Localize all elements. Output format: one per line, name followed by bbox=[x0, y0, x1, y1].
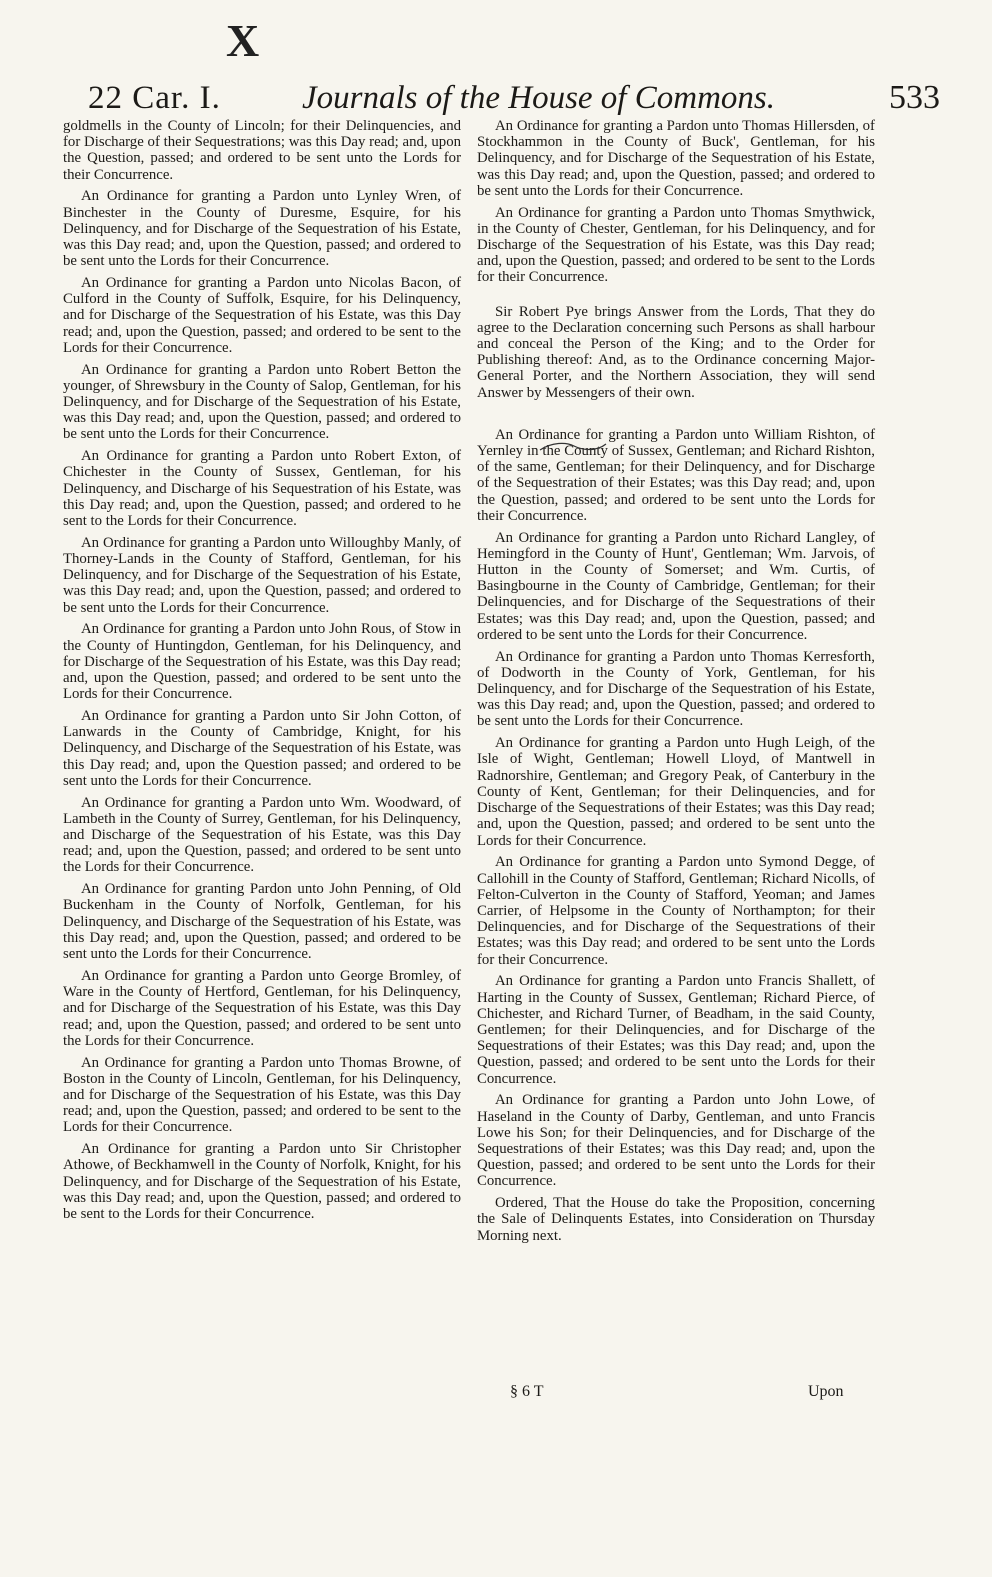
page-number: 533 bbox=[889, 79, 940, 116]
entry-paragraph: An Ordinance for granting a Pardon unto Robert Betton the younger, of Shrewsbury in the County of Salop, Gentleman, for his Delinquency, and for Discharge of the Sequestration of his Estate, was this Day read; and, upon the Question, passed; and ordered to be sent unto the Lords for their Concurrence. bbox=[63, 361, 461, 443]
right-column bbox=[477, 118, 875, 1249]
lords-answer-paragraph: Sir Robert Pye brings Answer from the Lords, That they do agree to the Declaration concerning such Persons as shall harbour and conceal the Person of the King; and to the Order for Publishing thereof: And, as to the Ordinance concerning Major-General Porter, and the Northern Association, they will send Answer by Messengers of their own. bbox=[477, 303, 875, 401]
entry-paragraph: An Ordinance for granting a Pardon unto Thomas Hillersden, of Stockhammon in the County of Buck', Gentleman, for his Delinquency, and for Discharge of the Sequestration of his Estate, was this Day read; and, upon the Question, passed; and ordered to be sent unto the Lords for their Concurrence. bbox=[477, 118, 875, 199]
entry-paragraph: An Ordinance for granting a Pardon unto William Rishton, of Yernley in the County of Sussex, Gentleman; and Richard Rishton, of the same, Gentleman; for their Delinquency, and for Discharge of the Sequestration of their Estates; was this Day read; and, upon the Question, passed; and ordered to be sent unto the Lords for their Concurrence. bbox=[477, 426, 875, 524]
entry-paragraph: An Ordinance for granting Pardon unto John Penning, of Old Buckenham in the County of Norfolk, Gentleman, for his Delinquency, and Discharge of the Sequestration of his Estate, was this Day read; and, upon the Question, passed; and ordered to be sent unto the Lords for their Concurrence. bbox=[63, 881, 461, 963]
entry-paragraph: An Ordinance for granting a Pardon unto John Rous, of Stow in the County of Huntingdon, Gentleman, for his Delinquency, and for Discharge of the Sequestration of his Estate, was this Day read; and, upon the Question, passed; and ordered to be sent unto the Lords for their Concurrence. bbox=[63, 621, 461, 703]
running-head-title: Journals of the House of Commons. bbox=[302, 80, 775, 116]
entry-paragraph: An Ordinance for granting a Pardon unto George Bromley, of Ware in the County of Hertford, Gentleman, for his Delinquency, and for Discharge of the Sequestration of his Estate, was this Day read; and, upon the Question, passed; and ordered to be sent unto the Lords for their Concurrence. bbox=[63, 967, 461, 1049]
entry-paragraph: An Ordinance for granting a Pardon unto Sir Christopher Athowe, of Beckhamwell in the County of Norfolk, Knight, for his Delinquency, and for Discharge of the Sequestration of his Estate, was this Day read; and, upon the Question, passed; and ordered to be sent to the Lords for their Concurrence. bbox=[63, 1141, 461, 1222]
entry-paragraph: An Ordinance for granting a Pardon unto Richard Langley, of Hemingford in the County of Hunt', Gentleman; Wm. Jarvois, of Hutton in the County of Somerset; and Wm. Curtis, of Basingbourne in the County of Cambridge, Gentleman; for their Delinquencies, and for Discharge of the Sequestrations of their Estates; was this Day read; and, upon the Question, passed; and ordered to be sent unto the Lords for their Concurrence. bbox=[477, 529, 875, 643]
entry-paragraph: An Ordinance for granting a Pardon unto Thomas Kerresforth, of Dodworth in the County of York, Gentleman, for his Delinquency, and for Discharge of the Sequestration of his Estate, was this Day read; and, upon the Question, passed; and ordered to be sent unto the Lords for their Concurrence. bbox=[477, 648, 875, 730]
entry-paragraph: An Ordinance for granting a Pardon unto Thomas Browne, of Boston in the County of Lincoln, Gentleman, for his Delinquency, and for Discharge of the Sequestration of his Estate, was this Day read; and, upon the Question, passed; and ordered to be sent to the Lords for their Concurrence. bbox=[63, 1054, 461, 1136]
entry-paragraph: An Ordinance for granting a Pardon unto Francis Shallett, of Harting in the County of Sussex, Gentleman; Richard Pierce, of Chichester, and Richard Turner, of Beadham, in the said County, Gentlemen; for their Delinquencies, and for Discharge of the Sequestrations of their Estates; was this Day read; and, upon the Question, passed; and ordered to be sent unto the Lords for their Concurrence. bbox=[477, 973, 875, 1087]
entry-paragraph: An Ordinance for granting a Pardon unto Willoughby Manly, of Thorney-Lands in the County of Stafford, Gentleman, for his Delinquency, and for Discharge of the Sequestration of his Estate, was this Day read; and, upon the Question, passed; and ordered to be sent unto the Lords for their Concurrence. bbox=[63, 534, 461, 616]
signature-mark: § 6 T bbox=[510, 1383, 544, 1400]
entry-paragraph: An Ordinance for granting a Pardon unto Wm. Woodward, of Lambeth in the County of Surrey, Gentleman, for his Delinquency, and Discharge of the Sequestration of his Estate, was this Day read; and, upon the Question, passed; and ordered to be sent unto the Lords for their Concurrence. bbox=[63, 794, 461, 876]
entry-paragraph: An Ordinance for granting a Pardon unto Thomas Smythwick, in the County of Chester, Gentleman, for his Delinquency, and for Discharge of the Sequestration of his Estate, was this Day read; and, upon the Question, passed; and ordered to be sent to the Lords for their Concurrence. bbox=[477, 204, 875, 286]
running-head-regnal-year: 22 Car. I. bbox=[88, 80, 221, 116]
left-column bbox=[63, 118, 461, 1228]
entry-paragraph: An Ordinance for granting a Pardon unto Hugh Leigh, of the Isle of Wight, Gentleman; Howell Lloyd, of Mantwell in Radnorshire, Gentleman; and Gregory Peak, of Canterbury in the County of Kent, Gentleman; for their Delinquencies, and for Discharge of the Sequestrations of their Estates; was this Day read; and, upon the Question, passed; and ordered to be sent unto the Lords for their Concurrence. bbox=[477, 735, 875, 849]
entry-paragraph: goldmells in the County of Lincoln; for their Delinquencies, and for Discharge of their Sequestrations; was this Day read; and, upon the Question, passed; and ordered to be sent unto the Lords for their Concurrence. bbox=[63, 118, 461, 183]
entry-paragraph: An Ordinance for granting a Pardon unto Robert Exton, of Chichester in the County of Sussex, Gentleman, for his Delinquency, and Discharge of his Sequestration of his Estate, was this Day read; and, upon the Question, passed; and ordered to he sent to the Lords for their Concurrence. bbox=[63, 448, 461, 530]
page-header bbox=[62, 72, 940, 124]
entry-paragraph: An Ordinance for granting a Pardon unto Symond Degge, of Callohill in the County of Stafford, Gentleman; Richard Nicolls, of Felton-Culverton in the County of Stafford, Yeoman; and James Carrier, of Helpsome in the County of Northampton; for their Delinquencies, and for Discharge of the Sequestrations of their Estates; was this Day read; and ordered to be sent unto the Lords for their Concurrence. bbox=[477, 854, 875, 968]
catchword: Upon bbox=[808, 1383, 844, 1400]
order-paragraph: Ordered, That the House do take the Proposition, concerning the Sale of Delinquents Estates, into Consideration on Thursday Morning next. bbox=[477, 1195, 875, 1244]
entry-paragraph: An Ordinance for granting a Pardon unto Lynley Wren, of Binchester in the County of Duresme, Esquire, for his Delinquency, and for Discharge of the Sequestration of his Estate, was this Day read; and, upon the Question, passed; and ordered to be sent unto the Lords for their Concurrence. bbox=[63, 188, 461, 270]
entry-paragraph: An Ordinance for granting a Pardon unto Nicolas Bacon, of Culford in the County of Suffolk, Esquire, for his Delinquency, and for Discharge of the Sequestration of his Estate, was this Day read; and, upon the Question, passed; and ordered to be sent to the Lords for their Concurrence. bbox=[63, 275, 461, 356]
entry-paragraph: An Ordinance for granting a Pardon unto John Lowe, of Haseland in the County of Darby, Gentleman, and unto Francis Lowe his Son; for their Delinquencies, and for Discharge of the Sequestrations of their Estates; was this Day read; and, upon the Question, passed; and ordered to be sent unto the Lords for their Concurrence. bbox=[477, 1092, 875, 1190]
handwritten-mark: X bbox=[226, 15, 260, 66]
entry-paragraph: An Ordinance for granting a Pardon unto Sir John Cotton, of Lanwards in the County of Cambridge, Knight, for his Delinquency, and Discharge of the Sequestration of his Estate, was this Day read; and, upon the Question passed; and ordered to be sent unto the Lords for their Concurrence. bbox=[63, 708, 461, 789]
ornament-flourish-icon bbox=[538, 440, 608, 454]
